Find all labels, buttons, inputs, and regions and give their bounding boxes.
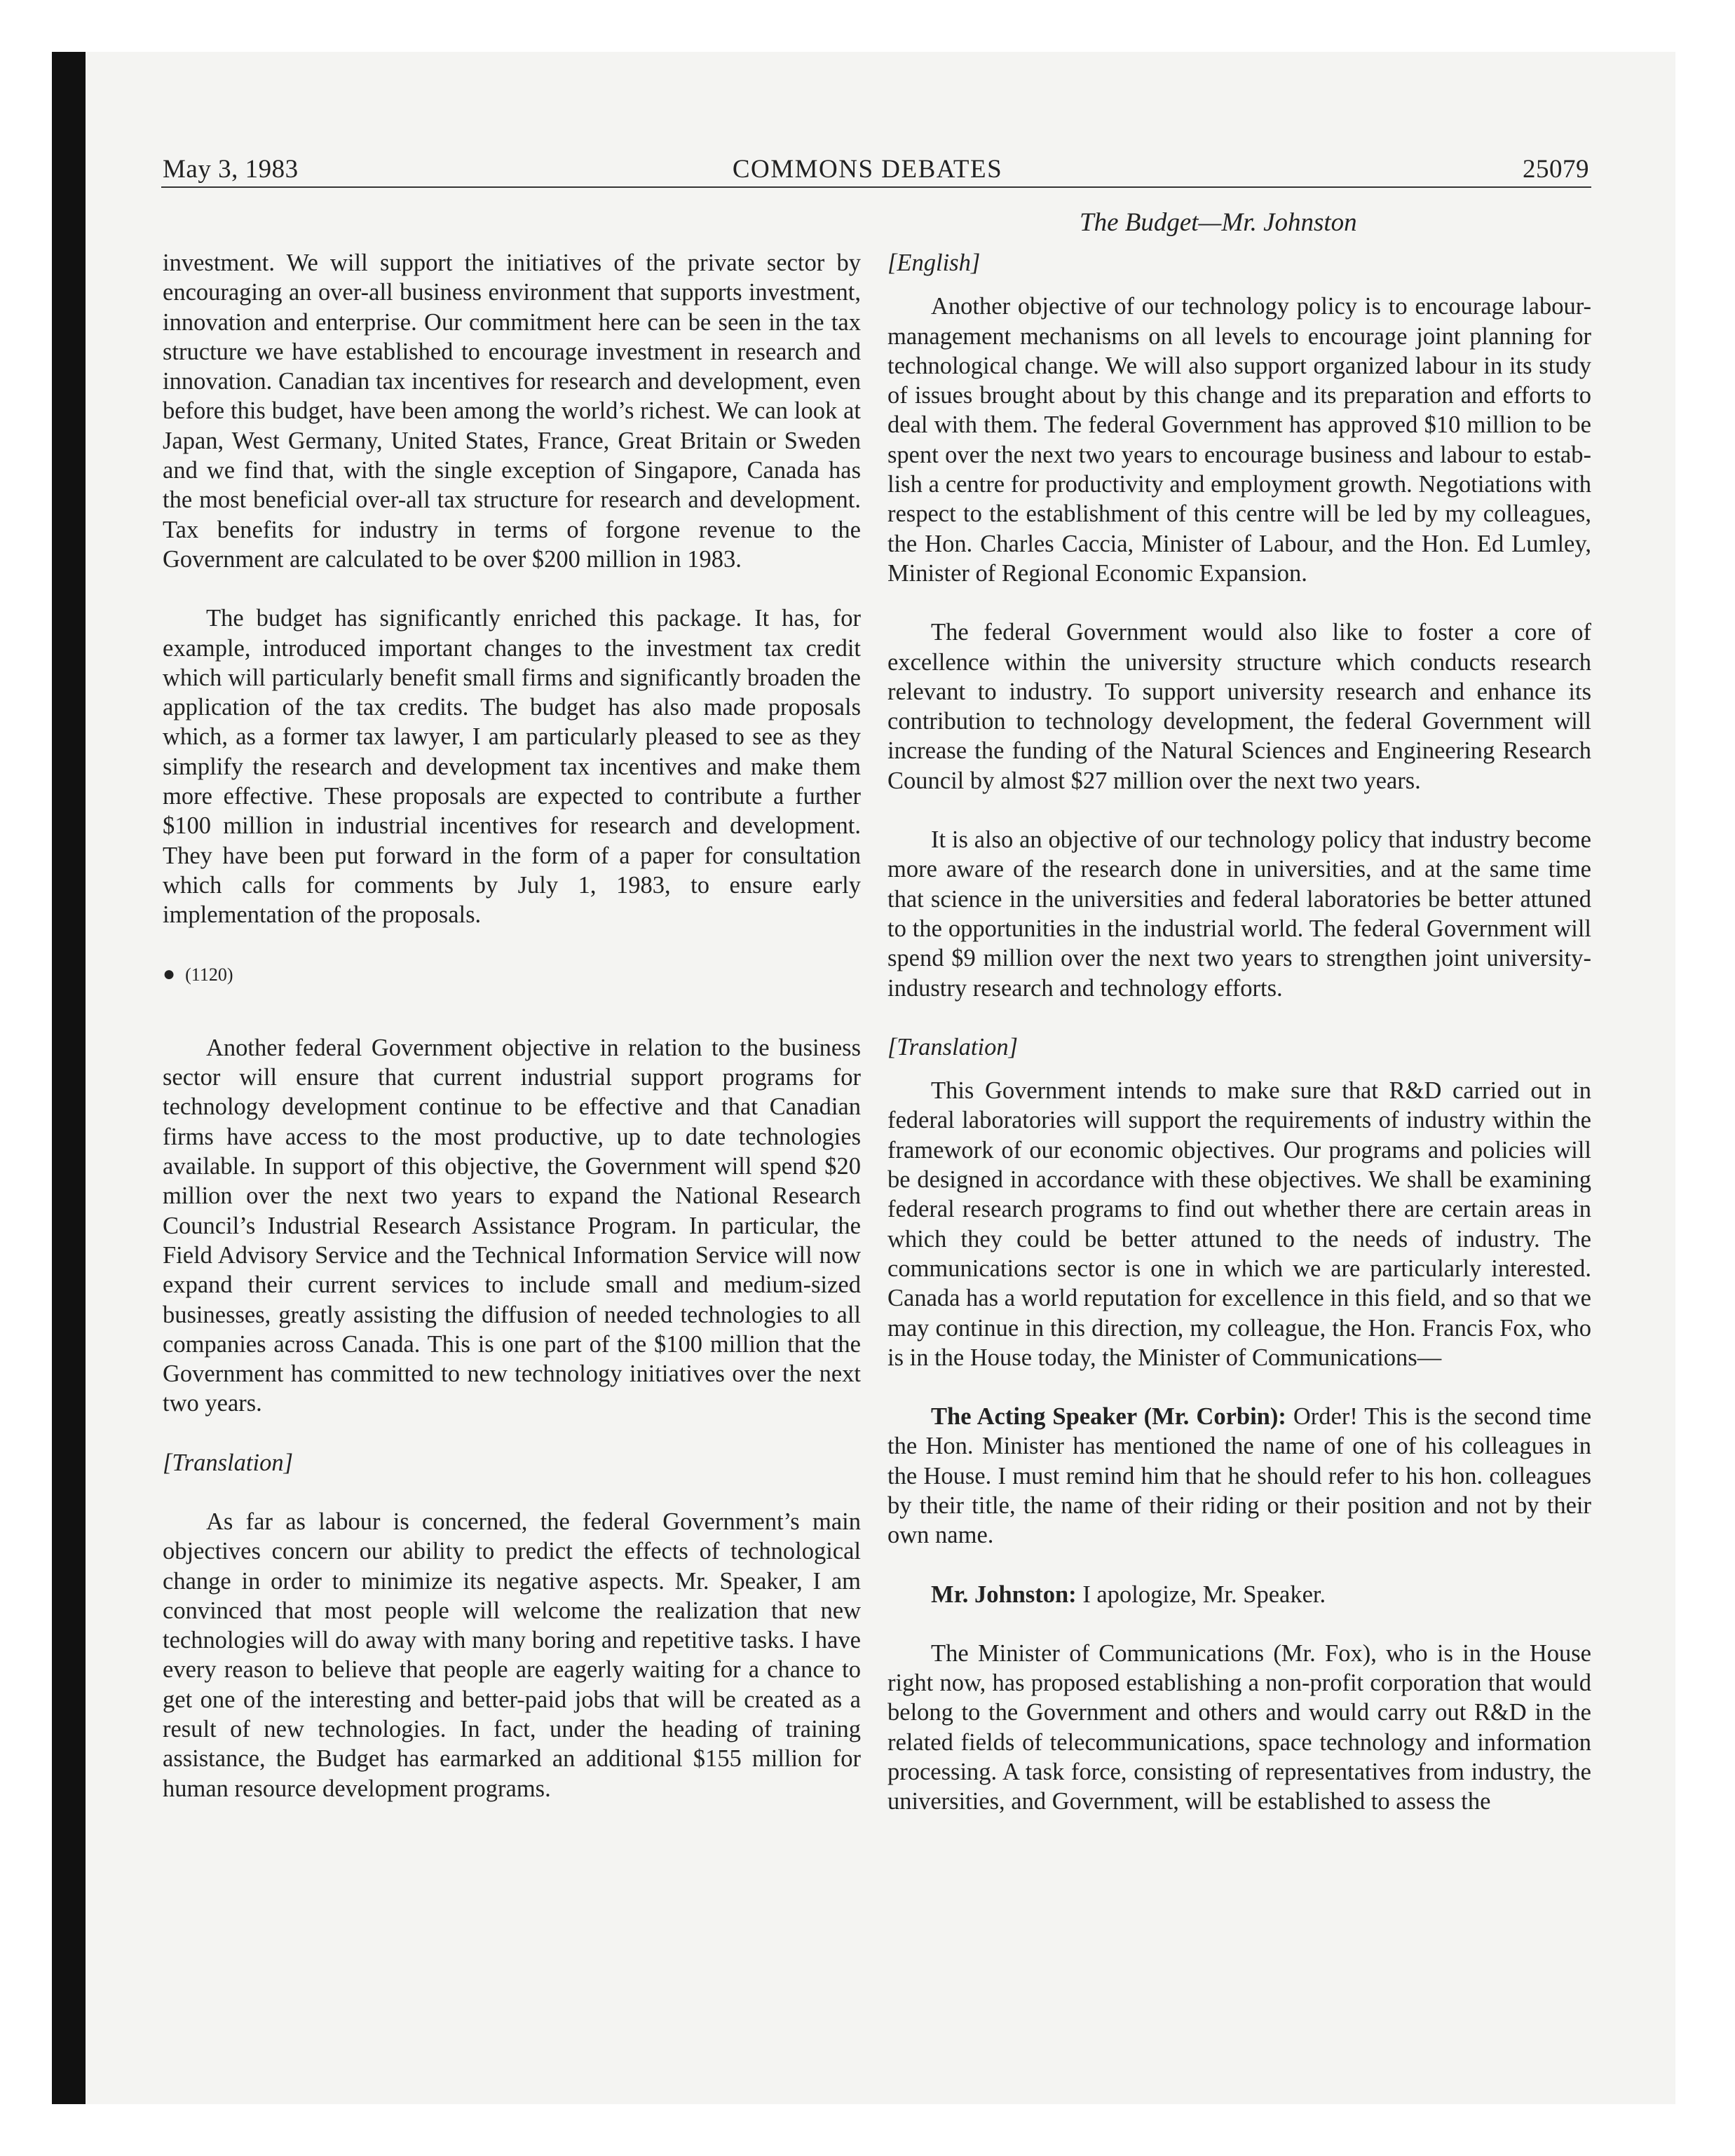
time-marker-text: (1120) xyxy=(185,964,233,985)
header-date: May 3, 1983 xyxy=(163,155,299,184)
paragraph: The budget has significantly enriched this package. It has, for example, introduced important changes to the investment tax credit which will particularly benefit small firms and significantly broaden the application of the tax credits. The budget has also made proposals which, as a former tax lawyer, I am particularly pleased to see as they simplify the research and development tax incentives and make them more effective. These proposals are expected to contribute a further $100 million in industrial incentives for research and development. They have been put forward in the form of a paper for consultation which calls for comments by July 1, 1983, to ensure early implementation of the proposals. xyxy=(163,605,861,929)
header-title xyxy=(0,154,1735,184)
paragraph-gap xyxy=(163,930,861,960)
paragraph: This Government intends to make sure that R&D carried out in federal laboratories will support the requirements of industry within the framework of our economic objectives. Our programs and policies will be designed in accordance with these objectives. We shall be examining federal research programs to find out whether there are certain areas in which they could be better attuned to the needs of industry. The communications sector is one in which we are particularly interested. Canada has a world reputation for excellence in this field, and so that we may continue in this direction, my colleague, the Hon. Francis Fox, who is in the House today, the Minister of Communications— xyxy=(887,1077,1591,1371)
paragraph-gap xyxy=(887,278,1591,292)
language-tag: [Translation] xyxy=(163,1449,293,1476)
right-column xyxy=(887,248,1591,1817)
speaker-name: Mr. Johnston: xyxy=(931,1581,1077,1608)
language-tag: [Translation] xyxy=(887,1033,1018,1060)
running-head: The Budget—Mr. Johnston xyxy=(1080,208,1357,237)
paragraph-gap xyxy=(163,1419,861,1448)
paragraph: investment. We will support the initiatives of the private sector by encouraging an over-all business environment that supports investment, innovation and enterprise. Our commitment here can be seen in the tax structure we have established to encourage investment in research and innovation. Canadian tax incentives for research and development, even before this budget, have been among the world’s richest. We can look at Japan, West Germany, United States, France, Great Britain or Sweden and we find that, with the single exception of Singapore, Canada has the most beneficial over-all tax structure for research and development. Tax benefits for industry in terms of forgone revenue to the Government are calculated to be over $200 million in 1983. xyxy=(163,250,861,573)
paragraph: As far as labour is concerned, the federal Government’s main objectives concern our ability to predict the effects of technological change in order to minimize its negative aspects. Mr. Speaker, I am convinced that most people will welcome the realization that new technologies will do away with many boring and repetitive tasks. I have every reason to believe that people are eagerly waiting for a chance to get one of the interesting and better-paid jobs that will be created as a result of new technologies. In fact, under the heading of training assistance, the Budget has earmarked an additional $155 million for human resource development programs. xyxy=(163,1508,861,1802)
paragraph-gap xyxy=(887,588,1591,618)
paragraph: The federal Government would also like to foster a core of excellence within the university structure which conducts research relevant to industry. To support university research and enhance its contribution to technology development, the federal Government will increase the funding of the Natural Sciences and Engineering Research Council by almost $27 million over the next two years. xyxy=(887,619,1591,794)
time-marker xyxy=(163,960,861,990)
paragraph-gap xyxy=(887,1062,1591,1076)
paragraph-gap xyxy=(887,1550,1591,1580)
bullet-icon: ● xyxy=(163,962,176,985)
scan-edge xyxy=(52,52,86,2104)
paragraph: The Minister of Communications (Mr. Fox), who is in the House right now, has proposed establishing a non-profit corporation that would belong to the Government and others and would carry out R&D in the related fields of telecommunications, space technology and information processing. A task force, consisting of representatives from industry, the universities, and Government, will be established to assess the xyxy=(887,1639,1591,1815)
paragraph: It is also an objective of our technology policy that industry become more aware of the research done in universities, and at the same time that science in the universities and federal laboratories be better attuned to the opportunities in the industrial world. The federal Government will spend $9 million over the next two years to strengthen joint university-industry research and technology efforts. xyxy=(887,826,1591,1002)
speech-paragraph xyxy=(887,1402,1591,1550)
paragraph-gap xyxy=(163,574,861,603)
left-column xyxy=(163,248,861,1803)
paragraph-gap xyxy=(887,1003,1591,1032)
paragraph-gap xyxy=(887,1372,1591,1402)
speech-text: I apologize, Mr. Speaker. xyxy=(1076,1581,1326,1608)
page-number: 25079 xyxy=(1523,155,1589,184)
paragraph: Another objective of our technology policy is to encourage labour-management mechanisms on all levels to encourage joint planning for technological change. We will also support organized labour in its study of issues brought about by this change and its preparation and efforts to deal with them. The federal Government has approved $10 million to be spent over the next two years to encourage business and labour to establish a centre for productivity and employment growth. Negotiations with respect to the establishment of this centre will be led by my colleagues, the Hon. Charles Caccia, Minister of Labour, and the Hon. Ed Lumley, Minister of Regional Economic Expansion. xyxy=(887,293,1591,587)
header-rule xyxy=(161,186,1591,188)
speech-text: Order! This is the second time the Hon. Minister has mentioned the name of one of his colleagues in the House. I must remind him that he should refer to his hon. colleagues by their title, the name of their riding or their position and not by their own name. xyxy=(887,1403,1592,1549)
paragraph-gap xyxy=(887,796,1591,825)
header-title-text: COMMONS DEBATES xyxy=(732,155,1003,184)
paragraph-gap xyxy=(163,1478,861,1507)
speaker-name: The Acting Speaker (Mr. Corbin): xyxy=(931,1403,1286,1431)
paragraph-gap xyxy=(163,990,861,1033)
language-tag: [English] xyxy=(887,250,981,276)
speech-paragraph xyxy=(887,1580,1591,1609)
paragraph: Another federal Government objective in relation to the business sector will ensure that current industrial support programs for technology development continue to be effective and that Canadian firms have access to the most productive, up to date technologies available. In support of this objective, the Government will spend $20 million over the next two years to expand the National Research Council’s Industrial Research Assistance Program. In particular, the Field Advisory Service and the Technical Information Service will now expand their current services to include small and medium-sized businesses, greatly assisting the diffusion of needed technologies to all companies across Canada. This is one part of the $100 million that the Government has committed to new technology initiatives over the next two years. xyxy=(163,1034,861,1417)
paragraph-gap xyxy=(887,1609,1591,1639)
